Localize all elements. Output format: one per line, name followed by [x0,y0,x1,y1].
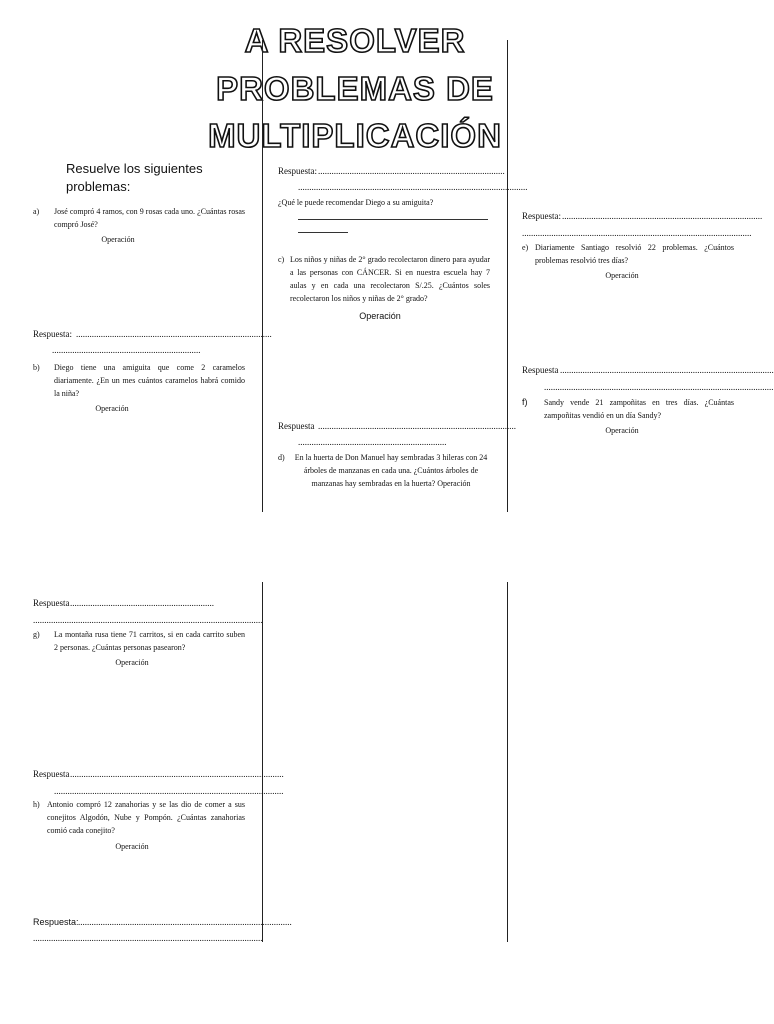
answer-c-label: Respuesta [278,421,315,431]
problem-d-text: En la huerta de Don Manuel hay sembradas 3 hileras con 24 árboles de manzanas en cada una. ¿Cuántos árboles de manzanas hay sembradas en la huerta? Operación [294,453,488,488]
problem-b-label: b) [33,363,40,372]
problem-h-label: h) [33,800,40,809]
problem-g-text: La montaña rusa tiene 71 carritos, si en cada carrito suben 2 personas. ¿Cuántas personas pasearon? [54,630,245,652]
problem-c [278,253,490,305]
column2-answer-dots-2: ...................................................................................................... [298,182,528,192]
column-divider-left-page2 [262,582,263,942]
answer-a-label: Respuesta: [33,329,72,339]
column3-answer-dots-2: ...................................................................................................... [522,228,752,238]
title-line-1: A RESOLVER [244,22,466,59]
answer-e-dots-2: ...................................................................................................... [544,382,774,392]
column-divider-right [507,40,508,512]
column-divider-left [262,40,263,512]
answer-h-dots: ............................................................................................... [78,917,292,927]
answer-h-label: Respuesta: [33,917,79,927]
problem-a [33,205,245,231]
problem-d-label: d) [278,453,285,462]
answer-c-dots: ........................................................................................ [318,421,516,431]
problem-a-label: a) [33,207,40,216]
page2-answer-dots-2: ...................................................................................................... [33,615,263,625]
recommend-answer-line-1 [298,219,488,220]
problem-d [278,451,490,490]
problem-e-label: e) [522,243,529,252]
problem-b-operation: Operación [95,404,129,413]
problem-f [522,396,734,422]
problem-h-text: Antonio compró 12 zanahorias y se las dio de comer a sus conejitos Algodón, Nube y Pompón. ¿Cuántas zanahorias comió cada conejito? [47,800,245,835]
recommend-question: ¿Qué le puede recomendar Diego a su amiguita? [278,198,434,207]
problem-f-label: f) [522,397,528,407]
problem-e-operation: Operación [605,271,639,280]
problem-a-operation: Operación [101,235,135,244]
problem-h [33,798,245,837]
recommend-answer-line-2 [298,232,348,233]
answer-e-label: Respuesta [522,365,559,375]
problem-h-operation: Operación [115,842,149,851]
problem-b [33,361,245,400]
problem-g-operation: Operación [115,658,149,667]
column-divider-right-page2 [507,582,508,942]
answer-g-label: Respuesta [33,769,70,779]
answer-h-dots-2: ...................................................................................................... [33,933,263,943]
column2-answer-dots: ................................................................................... [318,166,505,176]
page2-answer-label: Respuesta [33,598,70,608]
answer-c-dots-2: .................................................................. [298,437,447,447]
problem-f-text: Sandy vende 21 zampoñitas en tres días. ¿Cuántas zampoñitas vendió en un día Sandy? [544,398,734,420]
problem-a-text: José compró 4 ramos, con 9 rosas cada uno. ¿Cuántas rosas compró José? [54,207,245,229]
problem-c-text: Los niños y niñas de 2° grado recolectaron dinero para ayudar a las personas con CÁNCER. Si en nuestra escuela hay 7 aulas y en cada una recolectaron S/.25. ¿Cuántos soles recolectaron los niños y niñas de 2° grado? [290,255,490,303]
column2-answer-label: Respuesta: [278,166,317,176]
problem-c-operation: Operación [359,311,401,321]
answer-e-dots: ............................................................................................... [560,365,774,375]
problem-f-operation: Operación [605,426,639,435]
title-line-2: PROBLEMAS DE [216,70,494,107]
answer-a-dots: ....................................................................................... [76,329,272,339]
answer-a-dots-2: .................................................................. [52,345,201,355]
problem-c-label: c) [278,255,285,264]
problem-b-text: Diego tiene una amiguita que come 2 caramelos diariamente. ¿En un mes cuántos caramelos habrá comido la niña? [54,363,245,398]
problem-g-label: g) [33,630,40,639]
page2-answer-dots: ................................................................ [70,598,214,608]
problem-g [33,628,245,654]
problem-e-text: Diariamente Santiago resolvió 22 problemas. ¿Cuántos problemas resolvió tres días? [535,243,734,265]
answer-g-dots-2: ...................................................................................................... [54,786,284,796]
column3-answer-dots: ......................................................................................... [562,211,763,221]
instructions: Resuelve los siguientes problemas: [66,161,203,194]
problem-e [522,241,734,267]
title-line-3: MULTIPLICACIÓN [208,117,502,154]
column3-answer-label: Respuesta: [522,211,561,221]
answer-g-dots: ............................................................................................... [70,769,284,779]
